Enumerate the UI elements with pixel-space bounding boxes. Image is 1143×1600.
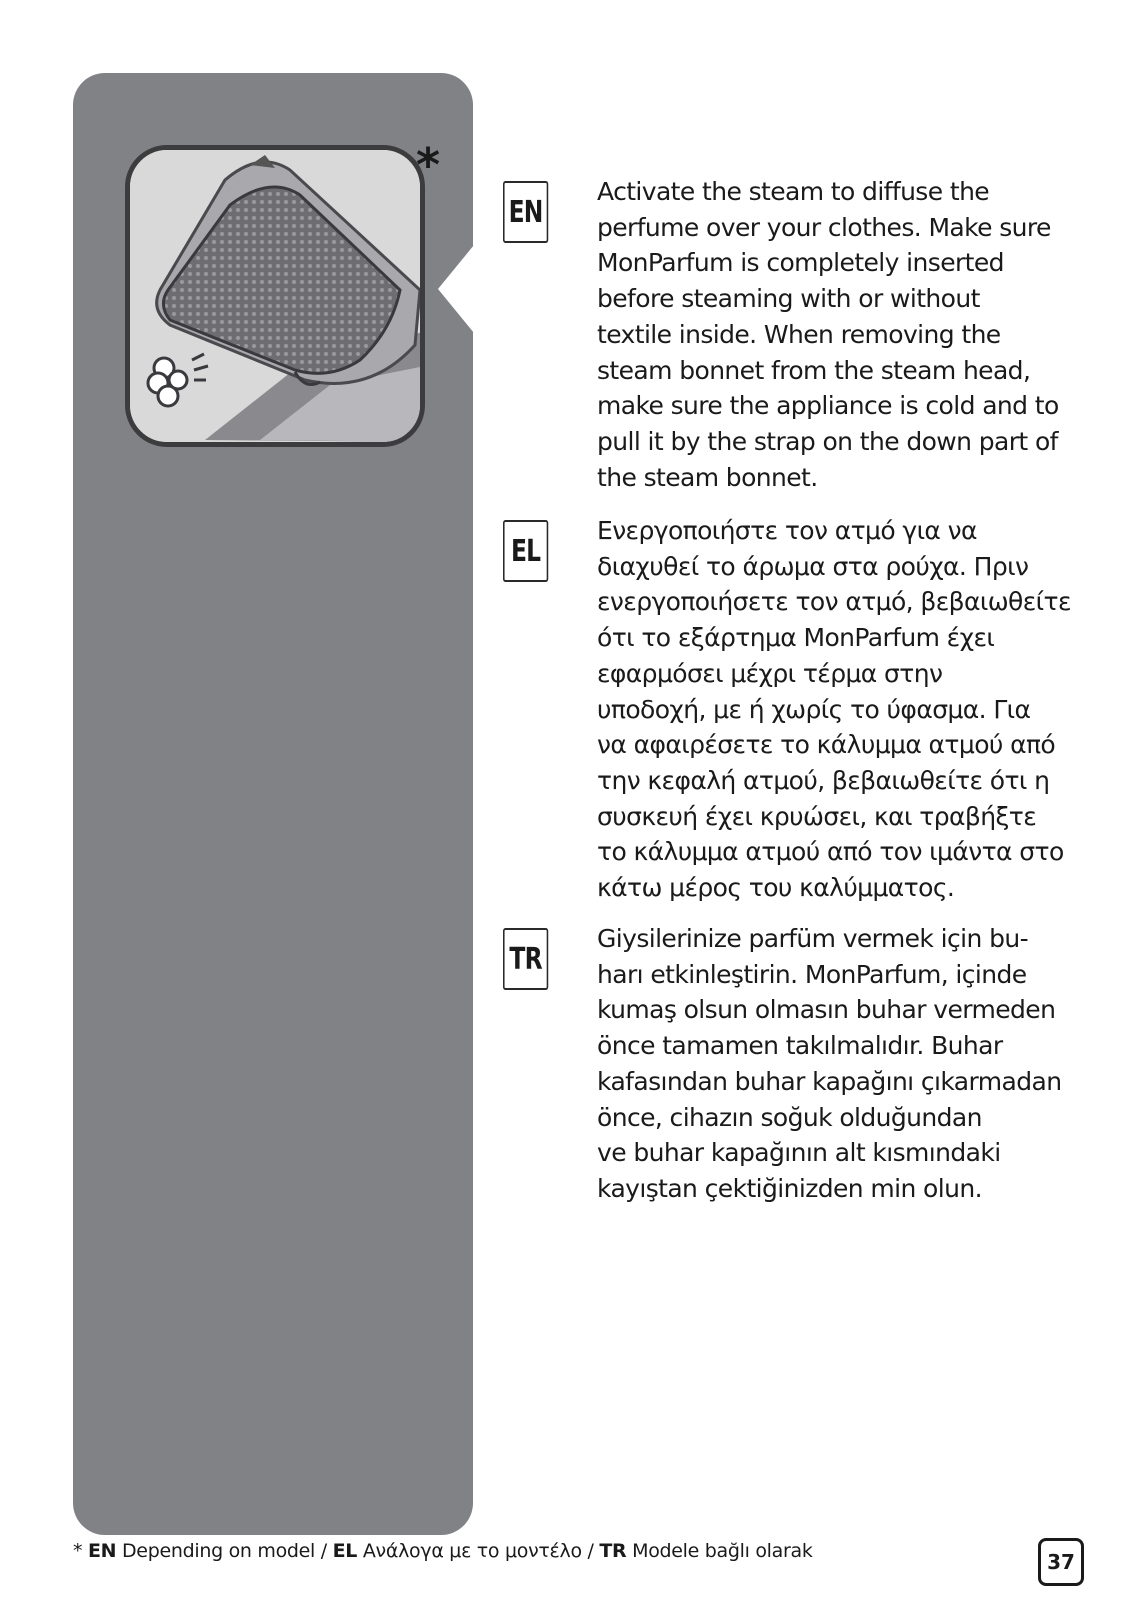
text-line: pull it by the strap on the down part of: [597, 426, 1058, 456]
text-line: make sure the appliance is cold and to: [597, 391, 1059, 421]
text-line: Activate the steam to diffuse the: [597, 177, 990, 206]
footnote-code-tr: TR: [599, 1540, 627, 1562]
text-line: the steam bonnet.: [597, 462, 818, 492]
text-line: ότι το εξάρτημα MonParfum έχει: [597, 623, 995, 653]
text-line: textile inside. When removing the: [597, 319, 1001, 349]
steam-bonnet-illustration: [125, 145, 425, 447]
text-line: εφαρμόσει μέχρι τέρμα στην: [597, 658, 943, 688]
footnote-text-en: Depending on model /: [116, 1540, 333, 1562]
text-line: διαχυθεί το άρωμα στα ρούχα. Πριν: [597, 551, 1029, 581]
text-line: ve buhar kapağının alt kısmındaki: [597, 1138, 1001, 1168]
instructions-en: [597, 174, 1097, 495]
page-number: 37: [1038, 1538, 1084, 1586]
asterisk-marker: *: [416, 138, 441, 192]
text-line: harı etkinleştirin. MonParfum, içinde: [597, 959, 1027, 989]
text-line: ενεργοποιήσετε τον ατμό, βεβαιωθείτε: [597, 587, 1071, 617]
text-line: perfume over your clothes. Make sure: [597, 212, 1051, 242]
panel-notch: [438, 245, 474, 333]
language-badge-en: EN: [503, 181, 548, 243]
text-line: steam bonnet from the steam head,: [597, 355, 1031, 385]
footnote-text-el: Ανάλογα με το μοντέλο /: [357, 1540, 600, 1562]
footnote-code-el: EL: [332, 1540, 358, 1562]
text-line: συσκευή έχει κρυώσει, και τραβήξτε: [597, 801, 1037, 831]
text-line: kafasından buhar kapağını çıkarmadan: [597, 1066, 1062, 1096]
text-line: το κάλυμμα ατμού από τον ιμάντα στο: [597, 837, 1064, 867]
footnote: [73, 1540, 813, 1562]
text-line: την κεφαλή ατμού, βεβαιωθείτε ότι η: [597, 765, 1050, 795]
footnote-asterisk: *: [73, 1540, 88, 1562]
text-line: κάτω μέρος του καλύμματος.: [597, 873, 955, 903]
text-line: να αφαιρέσετε το κάλυμμα ατμού από: [597, 730, 1056, 760]
text-line: before steaming with or without: [597, 284, 980, 314]
text-line: önce tamamen takılmalıdır. Buhar: [597, 1031, 1003, 1061]
footnote-code-en: EN: [87, 1540, 117, 1562]
language-badge-el: EL: [503, 520, 548, 582]
text-line: Giysilerinize parfüm vermek için bu-: [597, 924, 1029, 953]
text-line: kayıştan çektiğinizden min olun.: [597, 1173, 982, 1203]
text-line: Ενεργοποιήστε τον ατμό για να: [597, 516, 977, 545]
text-line: MonParfum is completely inserted: [597, 248, 1004, 278]
text-line: υποδοχή, με ή χωρίς το ύφασμα. Για: [597, 694, 1031, 724]
language-badge-tr: TR: [503, 928, 548, 990]
instructions-el: [597, 513, 1097, 906]
text-line: önce, cihazın soğuk olduğundan: [597, 1102, 982, 1132]
text-line: kumaş olsun olmasın buhar vermeden: [597, 995, 1056, 1025]
footnote-text-tr: Modele bağlı olarak: [626, 1540, 813, 1562]
instructions-tr: [597, 921, 1097, 1207]
